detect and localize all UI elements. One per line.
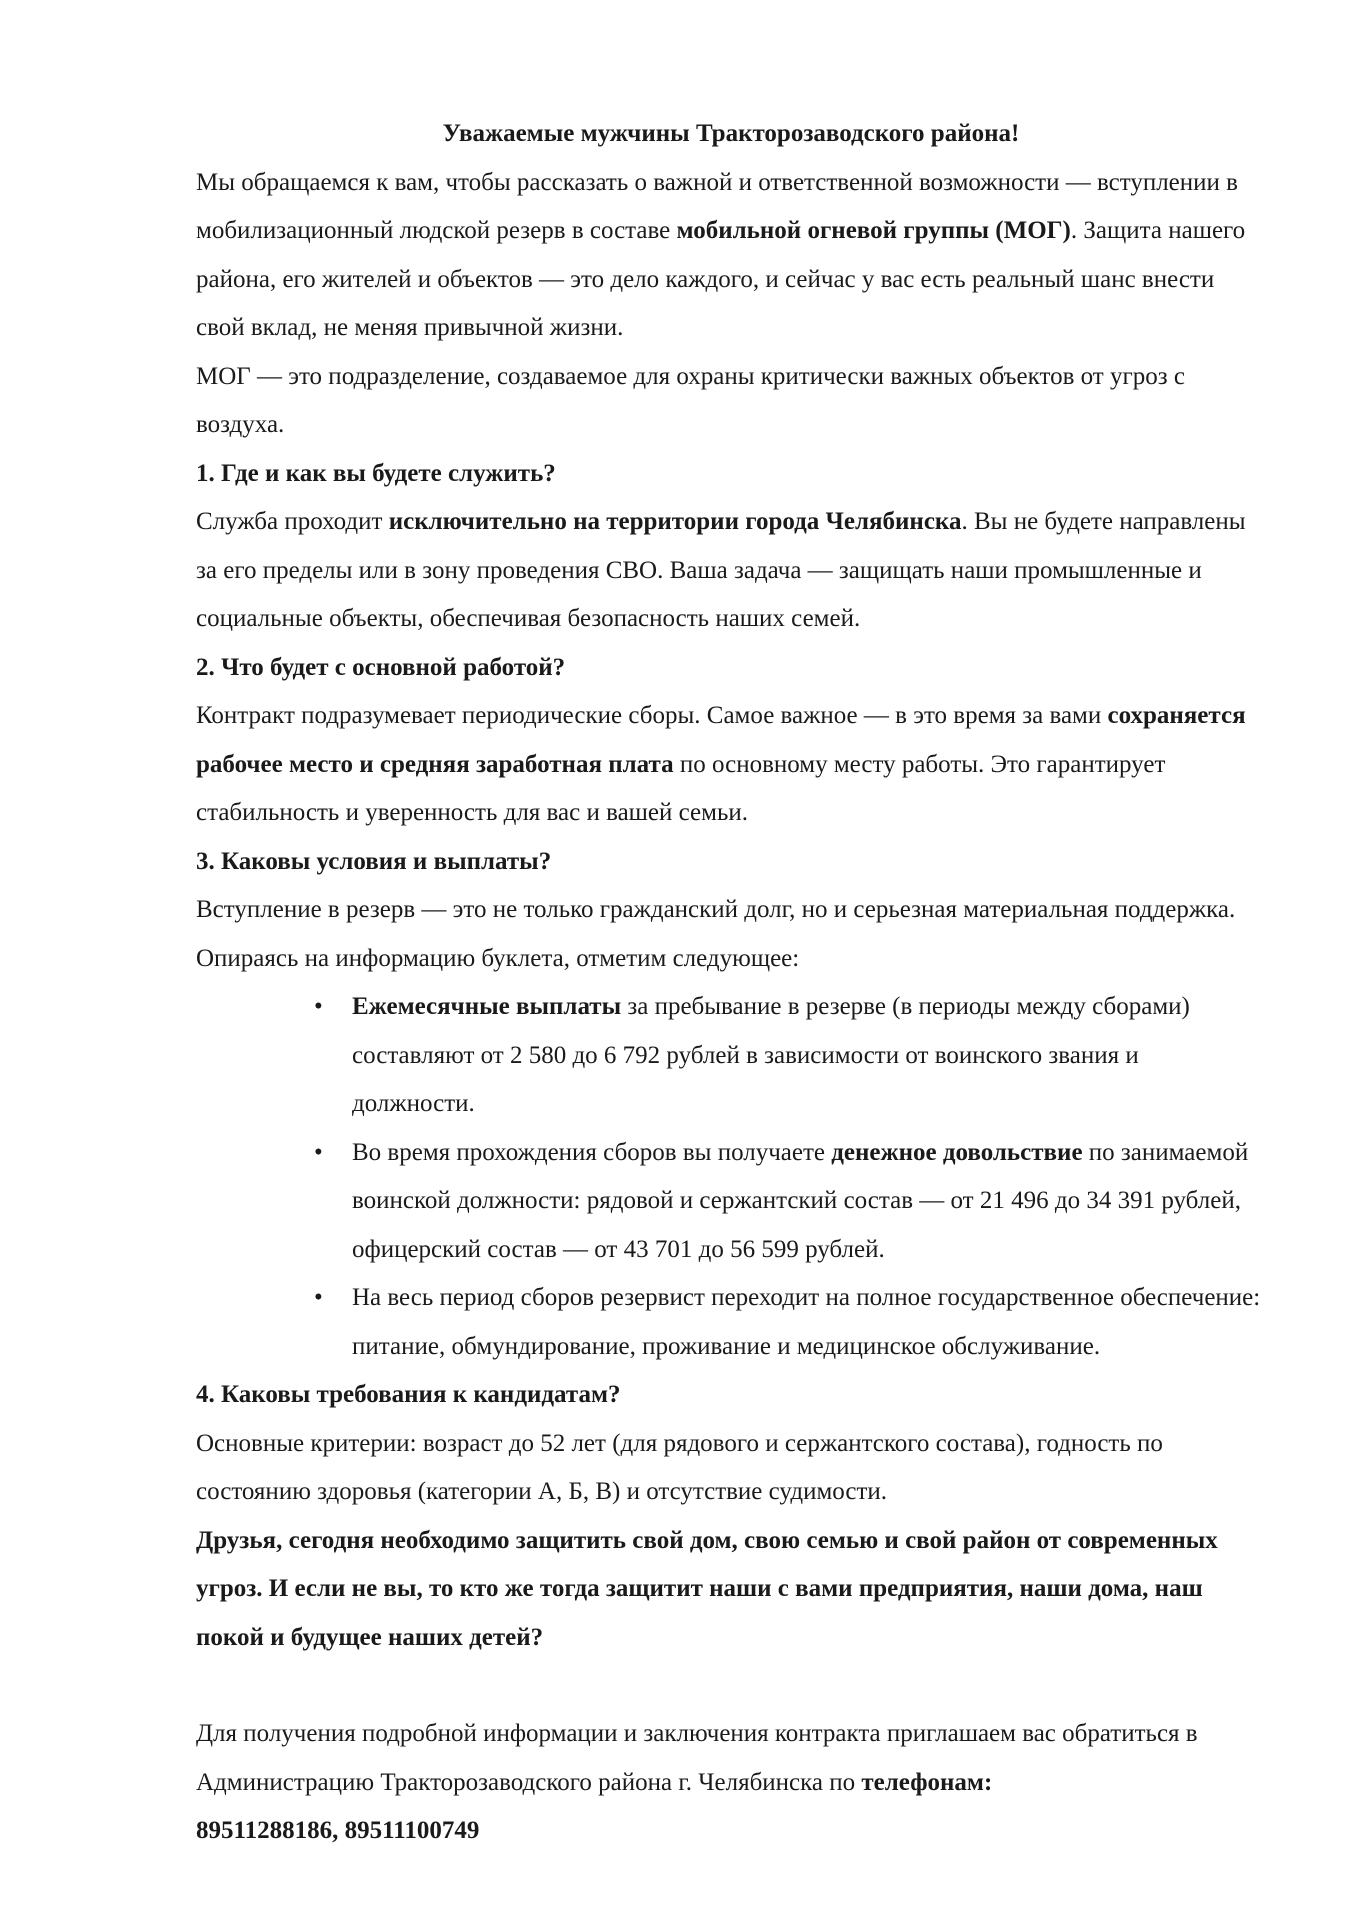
section-2-text-end: по основному месту работы. Это гарантирует стабильность и уверенность для вас и вашей семьи. (196, 750, 1166, 826)
bullet-2-text-end: по занимаемой воинской должности: рядовой и сержантский состав — от 21 496 до 34 391 рублей, офицерский состав — от 43 701 до 56 599 рублей. (352, 1138, 1249, 1263)
bullet-2-text-start: Во время прохождения сборов вы получаете (352, 1138, 832, 1166)
section-1-text-end: . Вы не будете направлены за его пределы или в зону проведения СВО. Ваша задача — защищать наши промышленные и социальные объекты, обеспечивая безопасность наших семей. (196, 508, 1246, 632)
payments-list (196, 983, 1266, 1371)
bullet-1-bold: Ежемесячные выплаты (352, 993, 622, 1020)
appeal-paragraph: Друзья, сегодня необходимо защитить свой дом, свою семью и свой район от современных угроз. И если не вы, то кто же тогда защитит наши с вами предприятия, наши дома, наш покой и будущее наших детей? (196, 1526, 1218, 1651)
intro-text-end: . Защита нашего района, его жителей и объектов — это дело каждого, и сейчас у вас есть реальный шанс внести свой вклад, не меняя привычной жизни. (196, 217, 1246, 341)
section-1-heading: 1. Где и как вы будете служить? (196, 459, 556, 487)
section-4-heading: 4. Каковы требования к кандидатам? (196, 1381, 621, 1408)
contact-phones-label: телефонам: (861, 1768, 993, 1796)
document-title: Уважаемые мужчины Тракторозаводского района! (442, 120, 1020, 147)
section-2-bold: сохраняется рабочее место и средняя заработная плата (196, 702, 1246, 778)
section-3-paragraph: Вступление в резерв — это не только гражданский долг, но и серьезная материальная поддержка. Опираясь на информацию буклета, отметим следующее: (196, 896, 1236, 972)
section-2-paragraph (196, 692, 1266, 838)
bullet-icon: • (314, 993, 323, 1020)
intro-paragraph (196, 159, 1266, 353)
list-item (196, 1129, 1266, 1275)
bullet-1-text: за пребывание в резерве (в периоды между сборами) составляют от 2 580 до 6 792 рублей в зависимости от воинского звания и должности. (352, 993, 1190, 1117)
section-2-heading: 2. Что будет с основной работой? (196, 653, 566, 681)
section-1-text-start: Служба проходит (196, 508, 389, 535)
contact-paragraph (196, 1710, 1266, 1807)
section-1-paragraph (196, 498, 1266, 644)
section-1-bold: исключительно на территории города Челябинска (388, 508, 962, 535)
section-4-paragraph: Основные критерии: возраст до 52 лет (для рядового и сержантского состава), годность по состоянию здоровья (категории А, Б, В) и отсутствие судимости. (196, 1429, 1163, 1505)
list-item (196, 983, 1266, 1129)
list-item (196, 1274, 1266, 1371)
section-3-heading: 3. Каковы условия и выплаты? (196, 847, 552, 875)
bullet-icon: • (314, 1138, 323, 1166)
intro-text-start: Мы обращаемся к вам, чтобы рассказать о важной и ответственной возможности — вступлении в мобилизационный людской резерв в составе (196, 168, 1238, 244)
contact-text: Для получения подробной информации и заключения контракта приглашаем вас обратиться в Администрацию Тракторозаводского района г. Челябинска по (196, 1720, 1198, 1796)
mog-definition-paragraph: МОГ — это подразделение, создаваемое для охраны критически важных объектов от угроз с воздуха. (196, 362, 1185, 438)
bullet-icon: • (314, 1284, 323, 1311)
bullet-3-text: На весь период сборов резервист переходит на полное государственное обеспечение: питание, обмундирование, проживание и медицинское обслуживание. (352, 1284, 1261, 1360)
document-page (196, 110, 1266, 1856)
intro-bold-mog: мобильной огневой группы (МОГ) (676, 217, 1071, 244)
contact-phones: 89511288186, 89511100749 (196, 1817, 480, 1844)
spacer (196, 1662, 1266, 1710)
section-2-text-start: Контракт подразумевает периодические сборы. Самое важное — в это время за вами (196, 702, 1108, 729)
bullet-2-bold: денежное довольствие (831, 1138, 1083, 1166)
